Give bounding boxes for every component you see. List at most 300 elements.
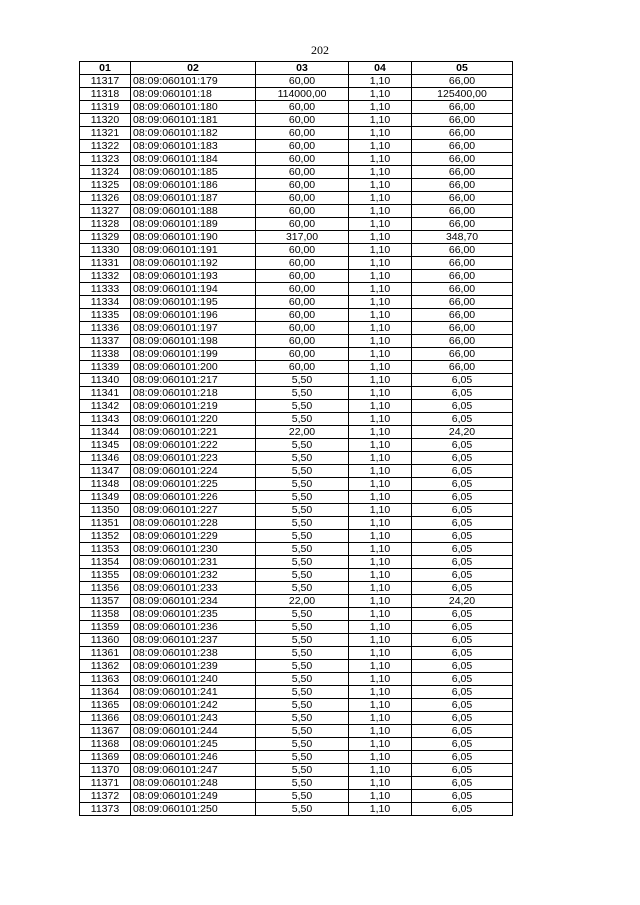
table-row [80, 790, 513, 803]
row-number-cell: 11373 [80, 803, 131, 816]
table-row [80, 400, 513, 413]
cadastral-number-cell: 08:09:060101:249 [131, 790, 256, 803]
result-cell: 24,20 [412, 426, 513, 439]
row-number-cell: 11363 [80, 673, 131, 686]
value-cell: 114000,00 [256, 88, 349, 101]
value-cell: 60,00 [256, 218, 349, 231]
row-number-cell: 11332 [80, 270, 131, 283]
coefficient-cell: 1,10 [349, 725, 412, 738]
cadastral-number-cell: 08:09:060101:227 [131, 504, 256, 517]
table-row [80, 322, 513, 335]
cadastral-number-cell: 08:09:060101:248 [131, 777, 256, 790]
row-number-cell: 11349 [80, 491, 131, 504]
coefficient-cell: 1,10 [349, 387, 412, 400]
value-cell: 5,50 [256, 725, 349, 738]
result-cell: 6,05 [412, 803, 513, 816]
table-row [80, 88, 513, 101]
row-number-cell: 11369 [80, 751, 131, 764]
table-row [80, 673, 513, 686]
table-row [80, 218, 513, 231]
table-row [80, 530, 513, 543]
table-row [80, 465, 513, 478]
column-header-05: 05 [412, 62, 513, 75]
coefficient-cell: 1,10 [349, 348, 412, 361]
table-header-row [80, 62, 513, 75]
cadastral-number-cell: 08:09:060101:191 [131, 244, 256, 257]
row-number-cell: 11346 [80, 452, 131, 465]
value-cell: 60,00 [256, 205, 349, 218]
coefficient-cell: 1,10 [349, 751, 412, 764]
column-header-02: 02 [131, 62, 256, 75]
coefficient-cell: 1,10 [349, 803, 412, 816]
value-cell: 60,00 [256, 127, 349, 140]
row-number-cell: 11348 [80, 478, 131, 491]
coefficient-cell: 1,10 [349, 530, 412, 543]
value-cell: 5,50 [256, 413, 349, 426]
table-row [80, 569, 513, 582]
coefficient-cell: 1,10 [349, 712, 412, 725]
row-number-cell: 11329 [80, 231, 131, 244]
row-number-cell: 11339 [80, 361, 131, 374]
value-cell: 5,50 [256, 543, 349, 556]
value-cell: 5,50 [256, 608, 349, 621]
coefficient-cell: 1,10 [349, 556, 412, 569]
coefficient-cell: 1,10 [349, 127, 412, 140]
table-row [80, 296, 513, 309]
table-row [80, 556, 513, 569]
result-cell: 6,05 [412, 634, 513, 647]
row-number-cell: 11362 [80, 660, 131, 673]
value-cell: 5,50 [256, 400, 349, 413]
coefficient-cell: 1,10 [349, 283, 412, 296]
row-number-cell: 11338 [80, 348, 131, 361]
coefficient-cell: 1,10 [349, 673, 412, 686]
cadastral-number-cell: 08:09:060101:199 [131, 348, 256, 361]
coefficient-cell: 1,10 [349, 413, 412, 426]
result-cell: 66,00 [412, 101, 513, 114]
result-cell: 6,05 [412, 660, 513, 673]
result-cell: 66,00 [412, 114, 513, 127]
table-row [80, 751, 513, 764]
table-row [80, 452, 513, 465]
row-number-cell: 11352 [80, 530, 131, 543]
coefficient-cell: 1,10 [349, 699, 412, 712]
value-cell: 5,50 [256, 686, 349, 699]
result-cell: 6,05 [412, 712, 513, 725]
coefficient-cell: 1,10 [349, 491, 412, 504]
result-cell: 6,05 [412, 478, 513, 491]
row-number-cell: 11344 [80, 426, 131, 439]
value-cell: 5,50 [256, 712, 349, 725]
value-cell: 5,50 [256, 582, 349, 595]
table-row [80, 309, 513, 322]
value-cell: 5,50 [256, 660, 349, 673]
value-cell: 60,00 [256, 348, 349, 361]
coefficient-cell: 1,10 [349, 608, 412, 621]
row-number-cell: 11336 [80, 322, 131, 335]
value-cell: 60,00 [256, 114, 349, 127]
result-cell: 6,05 [412, 582, 513, 595]
value-cell: 60,00 [256, 75, 349, 88]
table-row [80, 166, 513, 179]
row-number-cell: 11361 [80, 647, 131, 660]
table-row [80, 725, 513, 738]
row-number-cell: 11367 [80, 725, 131, 738]
row-number-cell: 11371 [80, 777, 131, 790]
column-header-03: 03 [256, 62, 349, 75]
result-cell: 66,00 [412, 270, 513, 283]
result-cell: 6,05 [412, 569, 513, 582]
column-header-01: 01 [80, 62, 131, 75]
result-cell: 66,00 [412, 361, 513, 374]
coefficient-cell: 1,10 [349, 439, 412, 452]
row-number-cell: 11347 [80, 465, 131, 478]
row-number-cell: 11318 [80, 88, 131, 101]
table-row [80, 699, 513, 712]
value-cell: 60,00 [256, 270, 349, 283]
value-cell: 60,00 [256, 361, 349, 374]
table-row [80, 244, 513, 257]
value-cell: 5,50 [256, 699, 349, 712]
result-cell: 6,05 [412, 647, 513, 660]
cadastral-number-cell: 08:09:060101:247 [131, 764, 256, 777]
row-number-cell: 11355 [80, 569, 131, 582]
row-number-cell: 11325 [80, 179, 131, 192]
result-cell: 66,00 [412, 153, 513, 166]
cadastral-number-cell: 08:09:060101:184 [131, 153, 256, 166]
result-cell: 66,00 [412, 218, 513, 231]
cadastral-number-cell: 08:09:060101:186 [131, 179, 256, 192]
coefficient-cell: 1,10 [349, 101, 412, 114]
result-cell: 125400,00 [412, 88, 513, 101]
row-number-cell: 11372 [80, 790, 131, 803]
table-row [80, 75, 513, 88]
table-row [80, 153, 513, 166]
coefficient-cell: 1,10 [349, 179, 412, 192]
row-number-cell: 11319 [80, 101, 131, 114]
coefficient-cell: 1,10 [349, 790, 412, 803]
row-number-cell: 11351 [80, 517, 131, 530]
value-cell: 60,00 [256, 101, 349, 114]
coefficient-cell: 1,10 [349, 335, 412, 348]
table-row [80, 608, 513, 621]
table-row [80, 361, 513, 374]
value-cell: 60,00 [256, 192, 349, 205]
row-number-cell: 11358 [80, 608, 131, 621]
result-cell: 6,05 [412, 790, 513, 803]
result-cell: 66,00 [412, 179, 513, 192]
value-cell: 60,00 [256, 140, 349, 153]
coefficient-cell: 1,10 [349, 582, 412, 595]
cadastral-number-cell: 08:09:060101:194 [131, 283, 256, 296]
result-cell: 6,05 [412, 673, 513, 686]
row-number-cell: 11340 [80, 374, 131, 387]
coefficient-cell: 1,10 [349, 309, 412, 322]
cadastral-number-cell: 08:09:060101:187 [131, 192, 256, 205]
coefficient-cell: 1,10 [349, 777, 412, 790]
cadastral-number-cell: 08:09:060101:238 [131, 647, 256, 660]
row-number-cell: 11328 [80, 218, 131, 231]
coefficient-cell: 1,10 [349, 660, 412, 673]
table-row [80, 764, 513, 777]
cadastral-number-cell: 08:09:060101:235 [131, 608, 256, 621]
value-cell: 5,50 [256, 374, 349, 387]
coefficient-cell: 1,10 [349, 88, 412, 101]
cadastral-number-cell: 08:09:060101:231 [131, 556, 256, 569]
coefficient-cell: 1,10 [349, 205, 412, 218]
cadastral-number-cell: 08:09:060101:250 [131, 803, 256, 816]
result-cell: 66,00 [412, 296, 513, 309]
value-cell: 5,50 [256, 439, 349, 452]
cadastral-number-cell: 08:09:060101:232 [131, 569, 256, 582]
row-number-cell: 11350 [80, 504, 131, 517]
value-cell: 22,00 [256, 595, 349, 608]
cadastral-number-cell: 08:09:060101:192 [131, 257, 256, 270]
cadastral-number-cell: 08:09:060101:183 [131, 140, 256, 153]
table-row [80, 517, 513, 530]
column-header-04: 04 [349, 62, 412, 75]
coefficient-cell: 1,10 [349, 374, 412, 387]
coefficient-cell: 1,10 [349, 478, 412, 491]
cadastral-number-cell: 08:09:060101:233 [131, 582, 256, 595]
value-cell: 5,50 [256, 790, 349, 803]
result-cell: 6,05 [412, 504, 513, 517]
value-cell: 5,50 [256, 556, 349, 569]
coefficient-cell: 1,10 [349, 400, 412, 413]
table-row [80, 478, 513, 491]
row-number-cell: 11333 [80, 283, 131, 296]
coefficient-cell: 1,10 [349, 686, 412, 699]
result-cell: 6,05 [412, 517, 513, 530]
value-cell: 5,50 [256, 777, 349, 790]
table-row [80, 426, 513, 439]
coefficient-cell: 1,10 [349, 647, 412, 660]
result-cell: 6,05 [412, 439, 513, 452]
value-cell: 5,50 [256, 764, 349, 777]
row-number-cell: 11342 [80, 400, 131, 413]
result-cell: 6,05 [412, 413, 513, 426]
result-cell: 348,70 [412, 231, 513, 244]
row-number-cell: 11368 [80, 738, 131, 751]
cadastral-number-cell: 08:09:060101:18 [131, 88, 256, 101]
result-cell: 6,05 [412, 530, 513, 543]
cadastral-number-cell: 08:09:060101:246 [131, 751, 256, 764]
cadastral-number-cell: 08:09:060101:237 [131, 634, 256, 647]
value-cell: 60,00 [256, 296, 349, 309]
coefficient-cell: 1,10 [349, 270, 412, 283]
row-number-cell: 11356 [80, 582, 131, 595]
value-cell: 5,50 [256, 387, 349, 400]
row-number-cell: 11354 [80, 556, 131, 569]
row-number-cell: 11364 [80, 686, 131, 699]
cadastral-number-cell: 08:09:060101:223 [131, 452, 256, 465]
row-number-cell: 11341 [80, 387, 131, 400]
coefficient-cell: 1,10 [349, 517, 412, 530]
cadastral-number-cell: 08:09:060101:182 [131, 127, 256, 140]
result-cell: 66,00 [412, 205, 513, 218]
result-cell: 66,00 [412, 140, 513, 153]
table-row [80, 582, 513, 595]
value-cell: 60,00 [256, 335, 349, 348]
coefficient-cell: 1,10 [349, 361, 412, 374]
table-row [80, 413, 513, 426]
result-cell: 6,05 [412, 621, 513, 634]
coefficient-cell: 1,10 [349, 764, 412, 777]
table-row [80, 101, 513, 114]
row-number-cell: 11317 [80, 75, 131, 88]
coefficient-cell: 1,10 [349, 465, 412, 478]
result-cell: 6,05 [412, 556, 513, 569]
table-row [80, 504, 513, 517]
cadastral-number-cell: 08:09:060101:195 [131, 296, 256, 309]
table-body [80, 75, 513, 816]
register-table [79, 61, 513, 816]
coefficient-cell: 1,10 [349, 322, 412, 335]
table-row [80, 543, 513, 556]
table-row [80, 179, 513, 192]
cadastral-number-cell: 08:09:060101:230 [131, 543, 256, 556]
cadastral-number-cell: 08:09:060101:239 [131, 660, 256, 673]
value-cell: 60,00 [256, 309, 349, 322]
value-cell: 60,00 [256, 244, 349, 257]
result-cell: 66,00 [412, 322, 513, 335]
value-cell: 5,50 [256, 517, 349, 530]
cadastral-number-cell: 08:09:060101:197 [131, 322, 256, 335]
row-number-cell: 11331 [80, 257, 131, 270]
coefficient-cell: 1,10 [349, 192, 412, 205]
table-row [80, 621, 513, 634]
coefficient-cell: 1,10 [349, 75, 412, 88]
result-cell: 66,00 [412, 244, 513, 257]
coefficient-cell: 1,10 [349, 231, 412, 244]
result-cell: 66,00 [412, 257, 513, 270]
value-cell: 5,50 [256, 803, 349, 816]
result-cell: 6,05 [412, 764, 513, 777]
coefficient-cell: 1,10 [349, 452, 412, 465]
cadastral-number-cell: 08:09:060101:242 [131, 699, 256, 712]
table-row [80, 140, 513, 153]
cadastral-number-cell: 08:09:060101:245 [131, 738, 256, 751]
value-cell: 317,00 [256, 231, 349, 244]
cadastral-number-cell: 08:09:060101:224 [131, 465, 256, 478]
coefficient-cell: 1,10 [349, 166, 412, 179]
result-cell: 6,05 [412, 777, 513, 790]
result-cell: 6,05 [412, 738, 513, 751]
cadastral-number-cell: 08:09:060101:226 [131, 491, 256, 504]
value-cell: 5,50 [256, 673, 349, 686]
row-number-cell: 11334 [80, 296, 131, 309]
table-row [80, 777, 513, 790]
result-cell: 66,00 [412, 348, 513, 361]
cadastral-number-cell: 08:09:060101:234 [131, 595, 256, 608]
table-row [80, 660, 513, 673]
result-cell: 6,05 [412, 400, 513, 413]
cadastral-number-cell: 08:09:060101:188 [131, 205, 256, 218]
cadastral-number-cell: 08:09:060101:190 [131, 231, 256, 244]
table-row [80, 439, 513, 452]
row-number-cell: 11330 [80, 244, 131, 257]
row-number-cell: 11343 [80, 413, 131, 426]
row-number-cell: 11326 [80, 192, 131, 205]
table-row [80, 803, 513, 816]
value-cell: 5,50 [256, 751, 349, 764]
row-number-cell: 11365 [80, 699, 131, 712]
cadastral-number-cell: 08:09:060101:240 [131, 673, 256, 686]
cadastral-number-cell: 08:09:060101:228 [131, 517, 256, 530]
value-cell: 5,50 [256, 452, 349, 465]
cadastral-number-cell: 08:09:060101:179 [131, 75, 256, 88]
row-number-cell: 11370 [80, 764, 131, 777]
result-cell: 6,05 [412, 751, 513, 764]
cadastral-number-cell: 08:09:060101:243 [131, 712, 256, 725]
coefficient-cell: 1,10 [349, 738, 412, 751]
result-cell: 6,05 [412, 452, 513, 465]
table-row [80, 335, 513, 348]
row-number-cell: 11357 [80, 595, 131, 608]
coefficient-cell: 1,10 [349, 140, 412, 153]
row-number-cell: 11345 [80, 439, 131, 452]
table-row [80, 205, 513, 218]
row-number-cell: 11335 [80, 309, 131, 322]
cadastral-number-cell: 08:09:060101:225 [131, 478, 256, 491]
cadastral-number-cell: 08:09:060101:229 [131, 530, 256, 543]
cadastral-number-cell: 08:09:060101:217 [131, 374, 256, 387]
value-cell: 5,50 [256, 465, 349, 478]
cadastral-number-cell: 08:09:060101:221 [131, 426, 256, 439]
table-row [80, 387, 513, 400]
coefficient-cell: 1,10 [349, 595, 412, 608]
coefficient-cell: 1,10 [349, 153, 412, 166]
value-cell: 60,00 [256, 322, 349, 335]
cadastral-number-cell: 08:09:060101:244 [131, 725, 256, 738]
table-row [80, 192, 513, 205]
value-cell: 5,50 [256, 634, 349, 647]
coefficient-cell: 1,10 [349, 114, 412, 127]
coefficient-cell: 1,10 [349, 426, 412, 439]
result-cell: 24,20 [412, 595, 513, 608]
table-row [80, 374, 513, 387]
cadastral-number-cell: 08:09:060101:196 [131, 309, 256, 322]
cadastral-number-cell: 08:09:060101:218 [131, 387, 256, 400]
table-row [80, 738, 513, 751]
result-cell: 66,00 [412, 283, 513, 296]
table-row [80, 634, 513, 647]
value-cell: 5,50 [256, 478, 349, 491]
cadastral-number-cell: 08:09:060101:200 [131, 361, 256, 374]
row-number-cell: 11360 [80, 634, 131, 647]
row-number-cell: 11324 [80, 166, 131, 179]
result-cell: 6,05 [412, 699, 513, 712]
table-row [80, 647, 513, 660]
coefficient-cell: 1,10 [349, 244, 412, 257]
table-row [80, 348, 513, 361]
result-cell: 66,00 [412, 192, 513, 205]
row-number-cell: 11321 [80, 127, 131, 140]
page-number: 202 [311, 43, 329, 57]
result-cell: 6,05 [412, 725, 513, 738]
value-cell: 5,50 [256, 569, 349, 582]
cadastral-number-cell: 08:09:060101:222 [131, 439, 256, 452]
cadastral-number-cell: 08:09:060101:185 [131, 166, 256, 179]
table-row [80, 491, 513, 504]
cadastral-number-cell: 08:09:060101:198 [131, 335, 256, 348]
value-cell: 22,00 [256, 426, 349, 439]
result-cell: 6,05 [412, 608, 513, 621]
coefficient-cell: 1,10 [349, 569, 412, 582]
cadastral-number-cell: 08:09:060101:181 [131, 114, 256, 127]
table-row [80, 127, 513, 140]
table-row [80, 283, 513, 296]
